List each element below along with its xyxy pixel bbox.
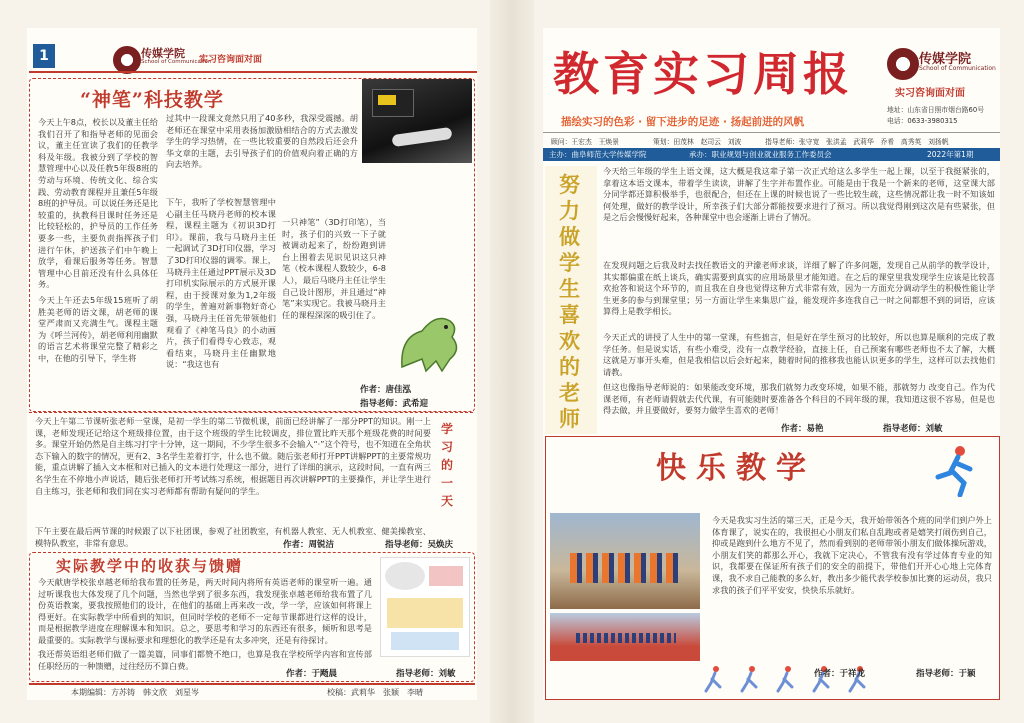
footer-proof: 校稿：武莉华 张颖 李晴 (327, 688, 423, 697)
school-logo-icon (887, 48, 919, 80)
footer-editors: 本期编辑：方苏铸 韩文欣 刘星岑 (71, 688, 199, 697)
page-number: 1 (33, 44, 55, 68)
school-logo-icon (113, 46, 141, 74)
article-harvest-p1: 今天献唐学校张卓越老师给我布置的任务是，两天时间内将所有英语老师的课堂听一遍。通过听课我也大体发现了几个问题，当然也学到了很多东西，我发现张卓越老师给我布置了几份英语教案，要我按照他们的设计，在他们的基础上再来改一改，学一学，应该如何将课上得更好。在实际教学中所看到的知识，但同时学校的老师不一定每节课都进行这样的设计，而是根据教学进度在理解课本和知识。总之，要思考和学习的东西还有很多，倾听和思考是最重要的。实际教学与课标要求和理想化的教学还是有太多冲突，还是有待探讨。 (38, 577, 372, 645)
credit-teachers: 指导老师：张守宽 张洪孟 武莉华 乔希 高秀英 刘扬帆 (765, 138, 949, 146)
sponsor: 主办：曲阜师范大学传媒学院 (549, 150, 647, 159)
col2-p1: 过其中一段课文竟然只用了40多秒，我深受震撼。胡老师还在课堂中采用表扬加激励相结合的方式去激发学生的学习热情，在一些比较重要的自然段后还会升华文章的主题，去引导孩子们的价值观向着正确的方向去培养。 (166, 113, 358, 170)
teacher: 指导老师：刘敏 (883, 424, 943, 434)
col1-p2: 今天上午还去5年级15班听了胡胜美老师的语文课，胡老师的课堂严肃而又充满生气。课程主题为《呼兰河传》，胡老师利用幽默的语言艺术将课堂完整了精彩之中，在他的引导下，学生将 (38, 295, 158, 363)
header-rule (29, 71, 477, 73)
article-harvest (29, 552, 475, 682)
article-happy (545, 436, 1000, 700)
article-learning-p1: 今天上午第二节课听张老师一堂课，是初一学生的第二节微机课，前面已经讲解了一部分PPT的知识。刚一上课，老师发现还记给这个班级排位置，由于这个班级的学生比较调皮，排位置比昨天那个班级花费的时间要多。课堂开始仍然是自主练习打字十分钟，这一期间，不少学生很多不会输入“·”这个符号，也不知道在全角状态下输入的数字的情况，更有2、3名学生差着打字，什么也不做。随后张老师打开PPT讲解PPT的主要常规功能，重点讲解了插入文本框和对已插入的文本进行处理这一部分，进行了详细的演示，这段时间，一直有两三名学生在不停地小声说话，随后张老师打开考试练习系统，根据题目再次讲解PPT的主要操作，并让学生进行自主练习，张老师和我们同在实习老师都有帮助有疑问的学生。 (35, 416, 431, 496)
track-photo (550, 613, 700, 661)
teacher: 指导老师：吴焕庆 (385, 540, 454, 550)
article-harvest-p2: 我还帮英语组老师们做了一篇美篇，同事们都赞不绝口，也算是我在学校所学内容和宣传部任职经历的一种馈赠，过往经历不算白费。 (38, 649, 372, 671)
article-teacher-p1: 今天给三年级的学生上语文课，这大概是我这辈子第一次正式给这么多学生一起上课，以至于我挺紧张的，拿着这本语文课本，带着学生读读，讲解了生字并布置作业。可能是由于我是一个新来的老师，这堂课大部分同学都还算积极举手，也很配合，但还在上课的时候也说了一些比较生疏，这些情况都让我一时不知该如何处理，做好的教学设计，所幸孩子们大部分都能按要求进行了预习。所以我觉得刚到这次是有些紧张，但是之后会慢慢好起来，各种课堂中也会逐渐上讲台了情况。 (603, 166, 995, 223)
article-teacher-p3: 今天正式的讲授了人生中的第一堂课，有些拙言，但是好在学生预习的比较好，所以也算是顺利的完成了教学任务。但是说实话，有些小难受，没有一点教学经验，直接上任，自己预案有哪些老师也不太了解，大概这就是万事开头难，但是我相信以后会好起来，随着时间的推移我也能认识更多的学生，这样可以去找他们请教。 (603, 332, 995, 377)
teacher: 指导老师：于颖 (916, 669, 976, 679)
author: 作者：唐佳泓 (360, 385, 412, 395)
playground-photo (550, 513, 700, 609)
article-teacher-p4: 但这也像指导老师说的：如果能改变环境，那我们就努力改变环境，如果不能，那就努力 改变自己。作为代课老师，有老师请假就去代代课，有可能随时要准备各个科目的不同年级的课，我知道这很不容易，但是也得去做，并且要做好，要努力做学生喜欢的老师！ (603, 382, 995, 416)
credit-advisor: 顾问：王宏杰 王焕景 (551, 138, 619, 146)
info-band (543, 148, 1000, 161)
printer-photo (362, 79, 472, 163)
address: 地址：山东省日照市烟台路60号 (887, 106, 985, 114)
header-tag: 实习咨询面对面 (199, 55, 263, 65)
runner-icon (912, 443, 992, 497)
side-title-column (545, 166, 597, 434)
article-title: 快乐教学 (656, 451, 816, 486)
author: 作者：易艳 (781, 424, 824, 434)
article-title: “神笔”科技教学 (80, 89, 224, 111)
author: 作者：于祥龙 (814, 669, 866, 679)
credit-planner: 策划：田茂林 赵司云 刘波 (653, 138, 742, 146)
masthead: 教育实习周报 (553, 47, 853, 101)
brand-sub: School of Communication (919, 65, 996, 72)
col1-p1: 今天上午8点，校长以及董主任给我们召开了和指导老师的见面会议，董主任宣读了我们的任教学科及年级。我被分到了学校的智慧管理中心以及任教5年级8班的劳动与环境、传统文化、综合实践、劳动教育课程并且兼任5年级8班的护导员。可以说任务还是比较重的，执教科目课时任务还是比较轻松的，护导员的工作任务要多一些，主要负责指挥孩子们进行午休，护送孩子们中午晚上放学，看课后服务等任务。智慧管理中心目前还没有什么具体任务。 (38, 117, 158, 290)
article-happy-p1: 今天是我实习生活的第三天，正是今天，我开始带领各个班的同学们到户外上体育课了，说实在的，我很担心小朋友们私自乱跑或者是嬉笑打闹伤到自己，抑或是跑到什么地方不见了，然而看到别的老师带领小朋友们做体操玩游戏，小朋友们笑的都那么开心，我就下定决心，不管我有没有学过体育专业的知识，我都要在保证所有孩子们的安全的前提下，带他们开开心心地上完体育课，我不求自己能教的多么好，教出多少能代表学校参加比赛的运动员，我只求我的孩子们平平安安，快快乐乐就好。 (712, 515, 992, 595)
article-teacher-p2: 在发现问题之后我及时去找任教语文的尹濛老师求谈，详细了解了许多问题，发现自己从前学的教学设计，其实都偏重在纸上谈兵，确实需要到真实的应用场景里才能知道。在之后的课堂里我发现学生应该是比较喜欢抢答和说这个环节的，而且我在自身也觉得这种方式非常有效，因为一方面充分调动学生的积极性能让学生更多的参与到课堂里；另一方面让学生来集思广益，能发现许多连我自己一时之间都想不到的词语，应该算得上是教学相长。 (603, 260, 995, 317)
article-title: 实际教学中的收获与馈赠 (56, 557, 244, 575)
dinosaur-drawing (392, 307, 466, 377)
brand-sub: School of Communication (141, 59, 212, 65)
teacher: 指导老师：刘敏 (396, 669, 456, 679)
teacher: 指导老师：武希迎 (360, 399, 429, 409)
author: 作者：周锐洁 (283, 540, 335, 550)
brand-name: 传媒学院 (919, 52, 972, 67)
right-page (543, 28, 1000, 700)
side-title: 努力做学生喜欢的老师 (559, 172, 580, 431)
col3-p1: 一只神笔”（3D打印笔），当时，孩子们的兴致一下子就被调动起来了，纷纷跑到讲台上围着去见识见识这只神笔（校本课程人数较少，6-8人），最后马晓丹主任让学生自己设计图形，并且通过“神笔”来实现它。我被马晓丹主任的课程深深的吸引住了。 (282, 217, 386, 320)
phone: 电话：0633-3980315 (887, 117, 958, 125)
author: 作者：于飏晨 (286, 669, 338, 679)
header-tag: 实习咨询面对面 (895, 88, 965, 99)
organizer: 承办：职业规划与创业就业服务工作委员会 (689, 150, 832, 159)
slogan: 描绘实习的色彩 · 留下进步的足迹 · 扬起前进的风帆 (561, 116, 805, 128)
col2-p2: 下午，我听了学校智慧管理中心副主任马晓丹老师的校本课程，课程主题为《初识3D打印》。课前，我与马晓丹主任一起调试了3D打印仪器，学习了3D打印仪器的调零。课上，马晓丹主任通过PPT展示及3D打印机实际展示的方式展开课程，由于授课对象为1,2年级的学生，普遍对新事物好奇心强，马晓丹主任首先带领他们观看了《神笔马良》的小动画片，孩子们看得专心致志，观看结束，马晓丹主任幽默地说：“我这也有 (166, 197, 276, 370)
poster-photo (380, 557, 470, 657)
left-page (27, 28, 477, 700)
page-fold (490, 0, 534, 723)
issue: 2022年第1期 (927, 150, 974, 159)
side-title: 学习的一天 (441, 422, 454, 508)
article-learning-p2: 下午主要在最后两节课的时候跟了以下社团课，参观了社团教室，有机器人教室、无人机教室、健美操教室、模特队教室，非常有意思。 (35, 526, 431, 548)
article-shenbi (29, 78, 475, 412)
brand-name: 传媒学院 (141, 47, 185, 60)
